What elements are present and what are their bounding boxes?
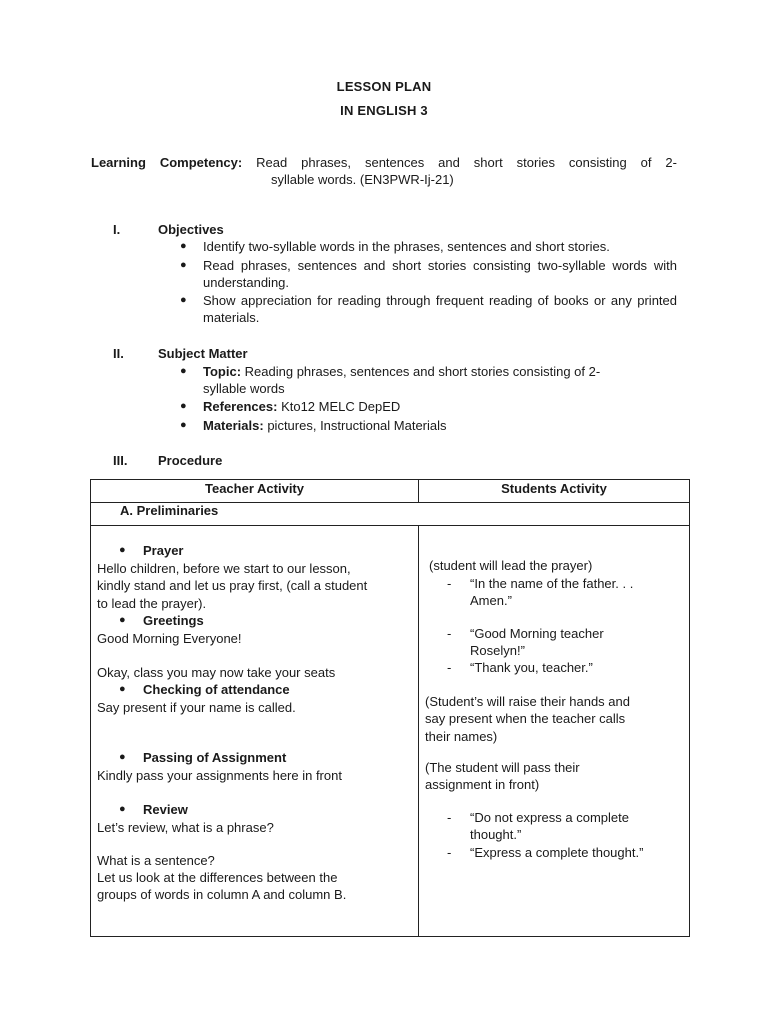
topic-line1 bbox=[203, 363, 600, 380]
student-prayer-lead: (student will lead the prayer) bbox=[429, 558, 593, 573]
objective-item-1: Identify two-syllable words in the phrases, sentences and short stories. bbox=[203, 239, 610, 254]
objective-item-2: Read phrases, sentences and short stories consisting two-syllable words with understanding. bbox=[203, 258, 677, 290]
student-phrase-line-1: “Do not express a complete bbox=[470, 810, 629, 825]
student-sentence-line: “Express a complete thought.” bbox=[470, 845, 644, 860]
teacher-prayer-line-3: to lead the prayer). bbox=[97, 596, 207, 611]
document-subtitle: IN ENGLISH 3 bbox=[340, 103, 428, 118]
teacher-attendance-line: Say present if your name is called. bbox=[97, 700, 296, 715]
subject-numeral: II. bbox=[113, 346, 124, 361]
teacher-review-heading: Review bbox=[143, 802, 188, 817]
teacher-sentence-line: What is a sentence? bbox=[97, 853, 215, 868]
teacher-assignment-heading: Passing of Assignment bbox=[143, 750, 287, 765]
bullet-icon: ● bbox=[119, 683, 126, 695]
teacher-attendance-heading: Checking of attendance bbox=[143, 682, 290, 697]
dash-marker: - bbox=[447, 845, 452, 860]
dash-marker: - bbox=[447, 660, 452, 675]
bullet-icon: ● bbox=[119, 803, 126, 815]
competency-label: Learning Competency: bbox=[91, 155, 243, 170]
objectives-numeral: I. bbox=[113, 222, 121, 237]
student-greeting-line-2: Roselyn!” bbox=[470, 643, 525, 658]
competency-text-1: Read phrases, sentences and short stories consisting of 2- bbox=[256, 155, 677, 170]
dash-marker: - bbox=[447, 626, 452, 641]
table-border-right bbox=[689, 479, 690, 937]
procedure-numeral: III. bbox=[113, 453, 128, 468]
dash-marker: - bbox=[447, 576, 452, 591]
procedure-heading: Procedure bbox=[158, 453, 223, 468]
teacher-diff-line-1: Let us look at the differences between the bbox=[97, 870, 338, 885]
student-attendance-line-3: their names) bbox=[425, 729, 498, 744]
teacher-prayer-heading: Prayer bbox=[143, 543, 184, 558]
teacher-diff-line-2: groups of words in column A and column B. bbox=[97, 887, 347, 902]
student-attendance-line-2: say present when the teacher calls bbox=[425, 711, 626, 726]
teacher-prayer-line-1: Hello children, before we start to our lesson, bbox=[97, 561, 351, 576]
bullet-icon: ● bbox=[180, 259, 187, 271]
objective-item-3: Show appreciation for reading through frequent reading of books or any printed materials. bbox=[203, 293, 677, 325]
references-text: Kto12 MELC DepED bbox=[281, 399, 401, 414]
table-section-divider bbox=[90, 525, 690, 526]
subject-heading: Subject Matter bbox=[158, 346, 248, 361]
student-phrase-line-2: thought.” bbox=[470, 827, 522, 842]
teacher-prayer-line-2: kindly stand and let us pray first, (call a student bbox=[97, 578, 368, 593]
student-attendance-line-1: (Student’s will raise their hands and bbox=[425, 694, 630, 709]
section-preliminaries: A. Preliminaries bbox=[120, 503, 219, 518]
topic-text-2: syllable words bbox=[203, 381, 285, 396]
teacher-review-line: Let’s review, what is a phrase? bbox=[97, 820, 274, 835]
bullet-icon: ● bbox=[180, 365, 187, 377]
materials-text: pictures, Instructional Materials bbox=[267, 418, 447, 433]
references-line bbox=[203, 398, 400, 415]
column-header-students: Students Activity bbox=[501, 481, 607, 496]
document-title: LESSON PLAN bbox=[336, 79, 432, 94]
materials-label: Materials: bbox=[203, 418, 264, 433]
bullet-icon: ● bbox=[119, 751, 126, 763]
student-prayer-line-2: Amen.” bbox=[470, 593, 512, 608]
student-greeting-line-1: “Good Morning teacher bbox=[470, 626, 604, 641]
bullet-icon: ● bbox=[180, 419, 187, 431]
bullet-icon: ● bbox=[119, 614, 126, 626]
bullet-icon: ● bbox=[119, 544, 126, 556]
table-border-left bbox=[90, 479, 91, 937]
topic-label: Topic: bbox=[203, 364, 242, 379]
dash-marker: - bbox=[447, 810, 452, 825]
competency-text-2: syllable words. (EN3PWR-Ij-21) bbox=[271, 172, 454, 187]
student-assignment-line-2: assignment in front) bbox=[425, 777, 540, 792]
objectives-heading: Objectives bbox=[158, 222, 224, 237]
bullet-icon: ● bbox=[180, 294, 187, 306]
materials-line bbox=[203, 417, 447, 434]
teacher-assignment-line: Kindly pass your assignments here in front bbox=[97, 768, 342, 783]
student-prayer-line-1: “In the name of the father. . . bbox=[470, 576, 634, 591]
bullet-icon: ● bbox=[180, 240, 187, 252]
bullet-icon: ● bbox=[180, 400, 187, 412]
student-thanks-line: “Thank you, teacher.” bbox=[470, 660, 593, 675]
teacher-greetings-heading: Greetings bbox=[143, 613, 204, 628]
table-border-bottom bbox=[90, 936, 690, 937]
teacher-seats-line: Okay, class you may now take your seats bbox=[97, 665, 336, 680]
student-assignment-line-1: (The student will pass their bbox=[425, 760, 580, 775]
table-column-divider-body bbox=[418, 525, 419, 936]
teacher-greetings-line: Good Morning Everyone! bbox=[97, 631, 242, 646]
competency-line1 bbox=[91, 154, 677, 171]
column-header-teacher: Teacher Activity bbox=[205, 481, 304, 496]
topic-text-1: Reading phrases, sentences and short stories consisting of 2- bbox=[244, 364, 601, 379]
references-label: References: bbox=[203, 399, 278, 414]
